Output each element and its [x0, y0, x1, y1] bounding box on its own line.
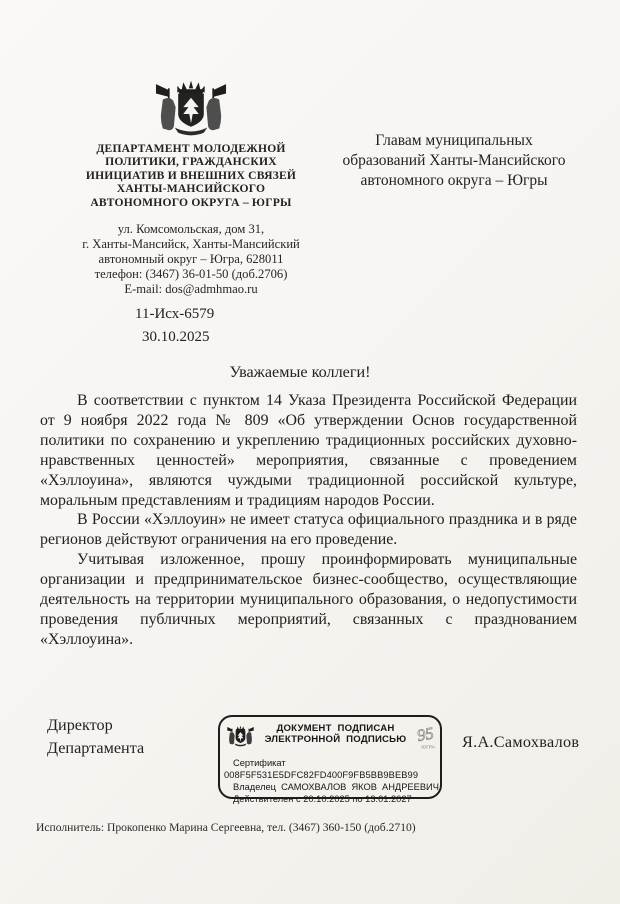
org-name-line: АВТОНОМНОГО ОКРУГА – ЮГРЫ — [90, 195, 292, 209]
coat-of-arms-khmao-yugra-icon — [52, 80, 330, 136]
org-address-line: автономный округ – Югра, 628011 — [98, 252, 284, 267]
recipient-block — [328, 131, 580, 191]
stamp-validity: Действителен с 20.10.2025 по 13.01.2027 — [233, 794, 412, 804]
org-address-line: ул. Комсомольская, дом 31, — [117, 222, 265, 237]
stamp-title — [256, 722, 415, 746]
signer-position-line: Директор — [47, 716, 113, 734]
org-name — [52, 142, 330, 209]
svg-text:95: 95 — [415, 723, 436, 746]
signer-name: Я.А.Самохвалов — [462, 733, 580, 751]
org-name-line: ДЕПАРТАМЕНТ МОЛОДЕЖНОЙ — [96, 142, 286, 155]
coat-of-arms-khmao-yugra-small-icon — [225, 723, 256, 749]
org-name-line: ПОЛИТИКИ, ГРАЖДАНСКИХ — [105, 155, 277, 169]
document-number: 11-Исх-6579 — [135, 306, 215, 322]
stamp-certificate-number: 008F5F531E5DFC82FD400F9FB5BB9BEB99 — [224, 769, 419, 780]
letter-body — [40, 391, 577, 650]
signer-position — [47, 714, 144, 759]
letterhead — [52, 80, 330, 297]
salutation: Уважаемые коллеги! — [229, 363, 371, 381]
stamp-header — [220, 717, 440, 753]
org-address — [52, 222, 330, 297]
org-address-line: E-mail: dos@admhmao.ru — [124, 282, 258, 297]
org-name-line: ХАНТЫ-МАНСИЙСКОГО — [116, 182, 266, 196]
stamp-certificate-label: Сертификат — [233, 758, 286, 768]
executor-line: Исполнитель: Прокопенко Марина Сергеевна, тел. (3467) 360-150 (доб.2710) — [36, 821, 416, 834]
document-date: 30.10.2025 — [142, 329, 210, 345]
recipient-line: образований Ханты-Мансийского — [342, 152, 566, 169]
recipient-line: Главам муниципальных — [375, 132, 533, 149]
body-paragraph: Учитывая изложенное, прошу проинформировать муниципальные организации и предпринимательское бизнес-сообщество, осуществляющие деятельность на территории муниципального образования, о недопустимости проведения публичных мероприятий, связанных с празднованием «Хэллоуина». — [40, 551, 577, 648]
org-address-line: телефон: (3467) 36-01-50 (доб.2706) — [94, 267, 288, 282]
stamp-title-line: ЭЛЕКТРОННОЙ ПОДПИСЬЮ — [264, 733, 407, 745]
body-paragraph: В соответствии с пунктом 14 Указа Президента Российской Федерации от 9 ноября 2022 года № 809 «Об утверждении Основ государственной политики по сохранению и укреплению традиционных российских духовно-нравственных ценностей» мероприятия, связанные с проведением «Хэллоуина», являются чуждыми традиционной российской культуре, моральным представлениям и традициям народов России. — [40, 392, 577, 509]
svg-text:ЮГРА: ЮГРА — [421, 745, 435, 751]
electronic-signature-stamp — [218, 715, 442, 804]
anniversary-95-badge-icon — [415, 723, 436, 753]
body-paragraph: В России «Хэллоуин» не имеет статуса официального праздника и в ряде регионов действуют ограничения на его проведение. — [40, 511, 577, 549]
signer-position-line: Департамента — [47, 738, 145, 757]
org-address-line: г. Ханты-Мансийск, Ханты-Мансийский — [82, 237, 300, 252]
reference-block — [135, 303, 214, 349]
stamp-title-line: ДОКУМЕНТ ПОДПИСАН — [276, 723, 395, 734]
recipient-line: автономного округа – Югры — [360, 172, 548, 189]
org-name-line: ИНИЦИАТИВ И ВНЕШНИХ СВЯЗЕЙ — [85, 168, 297, 182]
stamp-owner: Владелец САМОХВАЛОВ ЯКОВ АНДРЕЕВИЧ — [233, 781, 439, 792]
